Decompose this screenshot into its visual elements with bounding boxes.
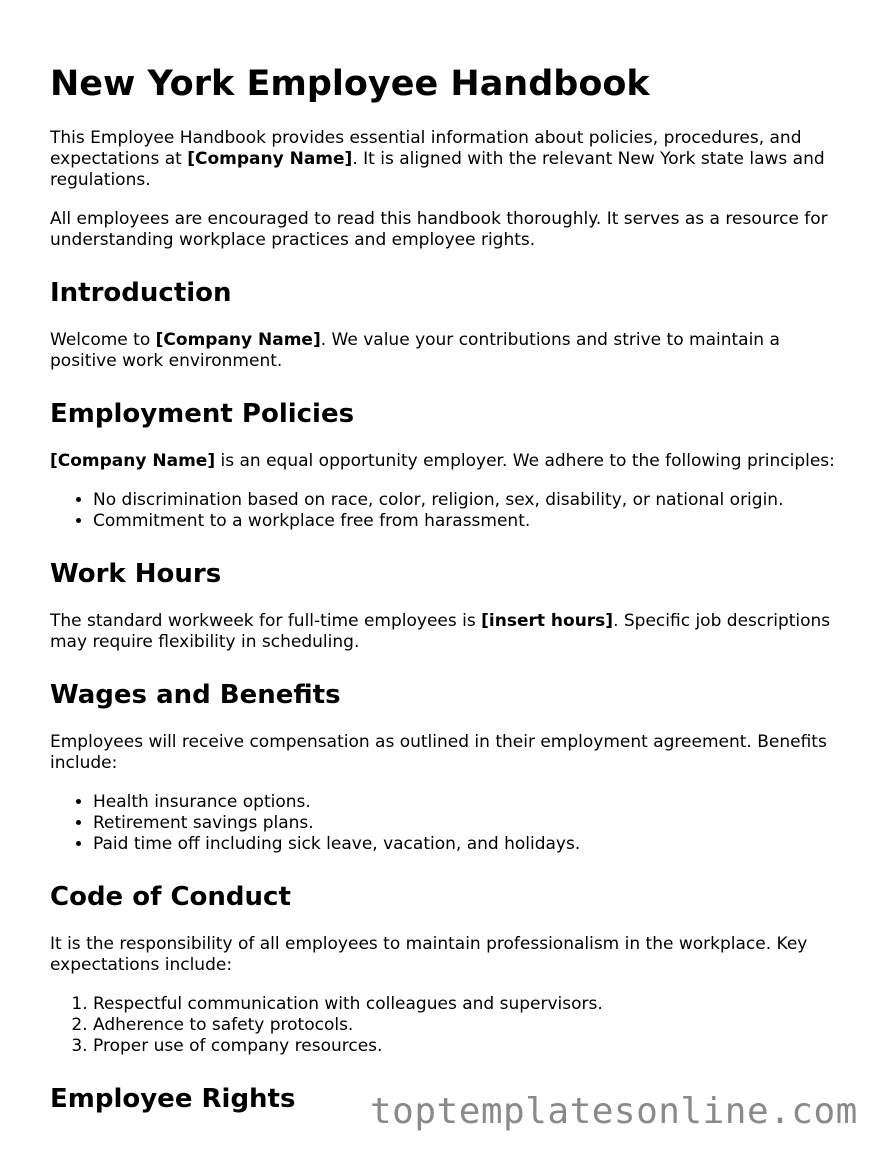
hours-placeholder: [insert hours] bbox=[481, 611, 614, 631]
watermark: toptemplatesonline.com bbox=[370, 1091, 858, 1132]
section-heading-wages-benefits: Wages and Benefits bbox=[50, 680, 341, 710]
work-hours-text-before: The standard workweek for full-time employees is bbox=[50, 611, 482, 631]
work-hours-text-after: . Specific job descriptions may require flexibility in scheduling. bbox=[50, 611, 831, 652]
section-heading-introduction: Introduction bbox=[50, 278, 232, 308]
list-item: • Retirement savings plans. bbox=[93, 813, 850, 834]
intro-paragraph-1 bbox=[50, 128, 850, 191]
section-heading-employment-policies: Employment Policies bbox=[50, 399, 355, 429]
introduction-text-after: . We value your contributions and strive to maintain a positive work environment. bbox=[50, 330, 780, 371]
employment-policies-paragraph bbox=[50, 451, 850, 472]
introduction-text-before: Welcome to bbox=[50, 330, 156, 350]
company-name-placeholder: [Company Name] bbox=[50, 451, 216, 471]
list-item: 1. Respectful communication with colleagues and supervisors. bbox=[93, 994, 850, 1015]
work-hours-paragraph bbox=[50, 611, 850, 653]
conduct-expectations-list bbox=[50, 994, 850, 1057]
intro-text-before: This Employee Handbook provides essential information about policies, procedures, and expectations at bbox=[50, 128, 802, 169]
intro-paragraph-2: All employees are encouraged to read this handbook thoroughly. It serves as a resource for understanding workplace practices and employee rights. bbox=[50, 209, 828, 250]
list-item: 3. Proper use of company resources. bbox=[93, 1036, 850, 1057]
document-title: New York Employee Handbook bbox=[50, 64, 650, 104]
employment-policies-text: is an equal opportunity employer. We adhere to the following principles: bbox=[215, 451, 835, 471]
section-heading-code-of-conduct: Code of Conduct bbox=[50, 882, 291, 912]
introduction-paragraph bbox=[50, 330, 850, 372]
company-name-placeholder: [Company Name] bbox=[155, 330, 321, 350]
list-item: • Health insurance options. bbox=[93, 792, 850, 813]
handbook-document bbox=[50, 62, 850, 1136]
list-item: 2. Adherence to safety protocols. bbox=[93, 1015, 850, 1036]
company-name-placeholder: [Company Name] bbox=[187, 149, 353, 169]
list-item: • No discrimination based on race, color, religion, sex, disability, or national origin. bbox=[93, 490, 850, 511]
employment-principles-list bbox=[50, 490, 850, 532]
section-heading-work-hours: Work Hours bbox=[50, 559, 222, 589]
benefits-list bbox=[50, 792, 850, 855]
list-item: • Paid time off including sick leave, vacation, and holidays. bbox=[93, 834, 850, 855]
wages-benefits-paragraph: Employees will receive compensation as outlined in their employment agreement. Benefits include: bbox=[50, 732, 827, 773]
list-item: • Commitment to a workplace free from harassment. bbox=[93, 511, 850, 532]
section-heading-employee-rights: Employee Rights bbox=[50, 1084, 296, 1114]
code-of-conduct-paragraph: It is the responsibility of all employees to maintain professionalism in the workplace. Key expectations include: bbox=[50, 934, 808, 975]
intro-text-after: . It is aligned with the relevant New York state laws and regulations. bbox=[50, 149, 825, 190]
